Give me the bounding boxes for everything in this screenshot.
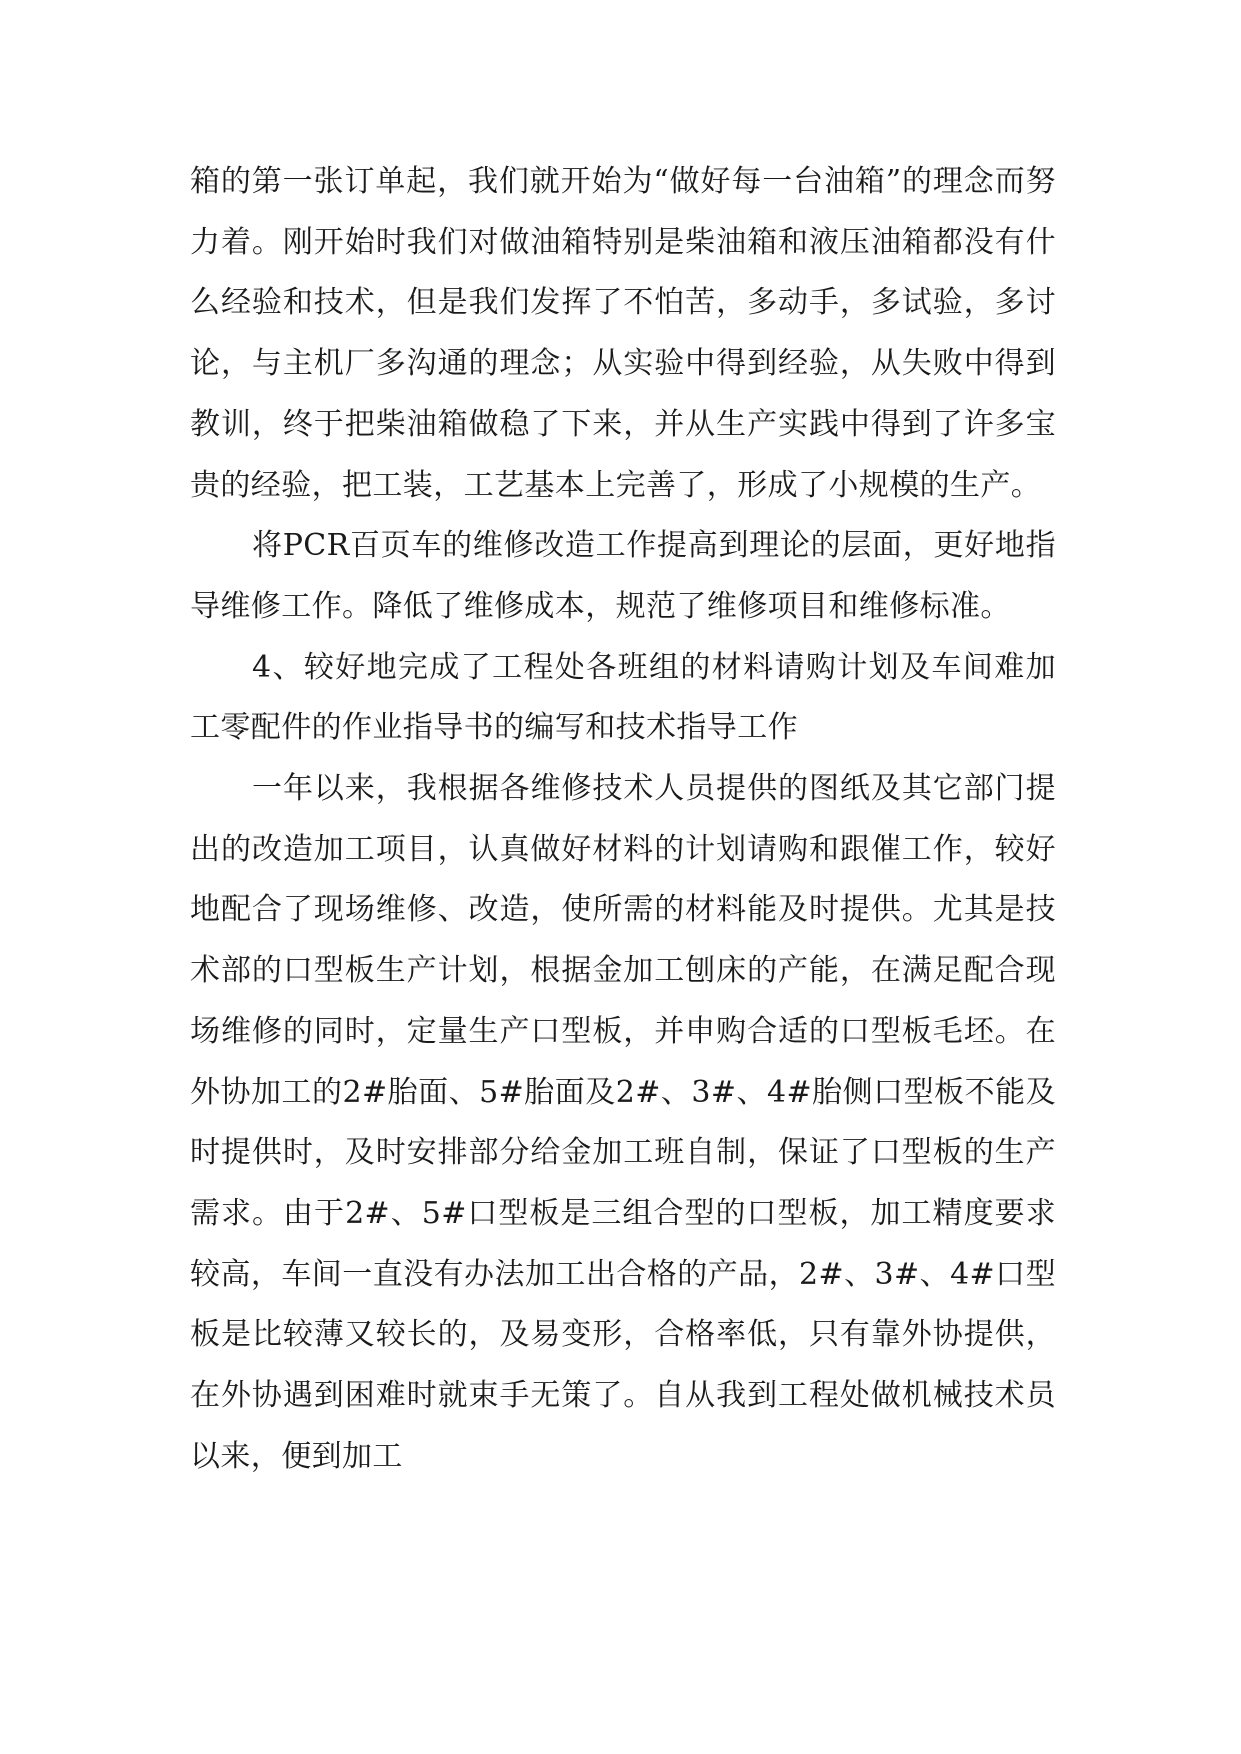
paragraph-oil-tank-orders: 箱的第一张订单起，我们就开始为“做好每一台油箱”的理念而努力着。刚开始时我们对做油箱特别是柴油箱和液压油箱都没有什么经验和技术，但是我们发挥了不怕苦，多动手，多试验，多讨论，与主机厂多沟通的理念；从实验中得到经验，从失败中得到教训，终于把柴油箱做稳了下来，并从生产实践中得到了许多宝贵的经验，把工装，工艺基本上完善了，形成了小规模的生产。	[190, 164, 1056, 503]
paragraph-pcr-repair: 将PCR百页车的维修改造工作提高到理论的层面，更好地指导维修工作。降低了维修成本，规范了维修项目和维修标准。	[190, 528, 1056, 624]
paragraph-section-4-heading: 4、较好地完成了工程处各班组的材料请购计划及车间难加工零配件的作业指导书的编写和技术指导工作	[190, 649, 1056, 746]
paragraph-material-planning: 一年以来，我根据各维修技术人员提供的图纸及其它部门提出的改造加工项目，认真做好材料的计划请购和跟催工作，较好地配合了现场维修、改造，使所需的材料能及时提供。尤其是技术部的口型板生产计划，根据金加工刨床的产能，在满足配合现场维修的同时，定量生产口型板，并申购合适的口型板毛坯。在外协加工的2#胎面、5#胎面及2#、3#、4#胎侧口型板不能及时提供时，及时安排部分给金加工班自制，保证了口型板的生产需求。由于2#、5#口型板是三组合型的口型板，加工精度要求较高，车间一直没有办法加工出合格的产品，2#、3#、4#口型板是比较薄又较长的，及易变形，合格率低，只有靠外协提供，在外协遇到困难时就束手无策了。自从我到工程处做机械技术员以来，便到加工	[190, 771, 1056, 1474]
document-body	[190, 152, 1056, 1487]
